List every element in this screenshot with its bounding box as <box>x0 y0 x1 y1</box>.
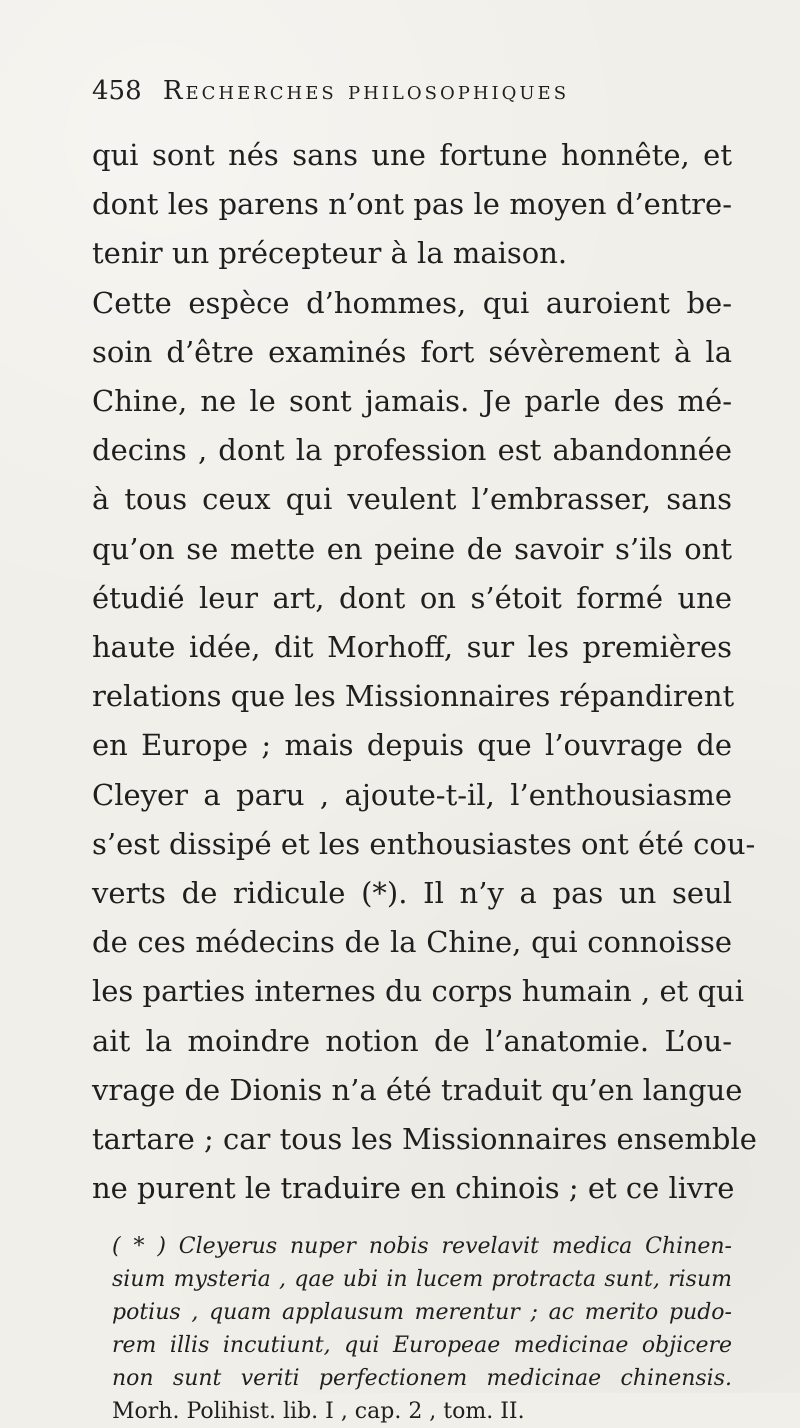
text-line: les parties internes du corps humain , et qui <box>92 974 745 1009</box>
text-line: à tous ceux qui veulent l’embrasser, sans <box>92 482 732 517</box>
text-line: dont les parens n’ont pas le moyen d’entre- <box>92 187 732 222</box>
text-line: Cette espèce d’hommes, qui auroient be- <box>92 285 732 320</box>
text-line: soin d’être examinés fort sévèrement à la <box>92 334 732 369</box>
text-line: tartare ; car tous les Missionnaires ensemble <box>92 1122 757 1157</box>
text-line: Chine, ne le sont jamais. Je parle des mé- <box>92 384 732 419</box>
footnote-line: potius , quam applausum merentur ; ac merito pudo- <box>112 1300 732 1325</box>
text-line: verts de ridicule (*). Il n’y a pas un seul <box>92 876 732 911</box>
text-line: qui sont nés sans une fortune honnête, et <box>92 138 732 172</box>
main-text <box>92 131 757 1213</box>
footnote-line: non sunt veriti perfectionem medicinae chinensis. <box>112 1366 732 1391</box>
footnote-citation: Morh. Polihist. lib. I , cap. 2 , tom. II. <box>112 1399 525 1424</box>
text-line: decins , dont la profession est abandonnée <box>92 433 732 468</box>
text-line: Cleyer a paru , ajoute-t-il, l’enthousiasme <box>92 777 732 812</box>
footnote-line: sium mysteria , qae ubi in lucem protracta sunt, risum <box>112 1267 732 1292</box>
text-line: s’est dissipé et les enthousiastes ont été cou- <box>92 826 756 861</box>
text-line: de ces médecins de la Chine, qui connoisse <box>92 925 732 960</box>
text-line: vrage de Dionis n’a été traduit qu’en langue <box>92 1072 743 1107</box>
running-title: Recherches philosophiques <box>162 76 570 106</box>
page-number: 458 <box>92 76 142 106</box>
page-header <box>92 78 732 104</box>
footnote-line: rem illis incutiunt, qui Europeae medicinae objicere <box>112 1333 732 1358</box>
text-line: ne purent le traduire en chinois ; et ce livre <box>92 1171 735 1206</box>
text-line: qu’on se mette en peine de savoir s’ils ont <box>92 531 732 566</box>
text-line: tenir un précepteur à la maison. <box>92 236 568 271</box>
text-line: étudié leur art, dont on s’étoit formé une <box>92 580 732 615</box>
text-line: haute idée, dit Morhoff, sur les premières <box>92 630 732 665</box>
text-line: en Europe ; mais depuis que l’ouvrage de <box>92 728 732 763</box>
text-line: relations que les Missionnaires répandirent <box>92 679 735 714</box>
footnote <box>112 1230 732 1428</box>
text-line: ait la moindre notion de l’anatomie. L’ou- <box>92 1023 732 1058</box>
footnote-line: ( * ) Cleyerus nuper nobis revelavit medica Chinen- <box>112 1234 732 1259</box>
